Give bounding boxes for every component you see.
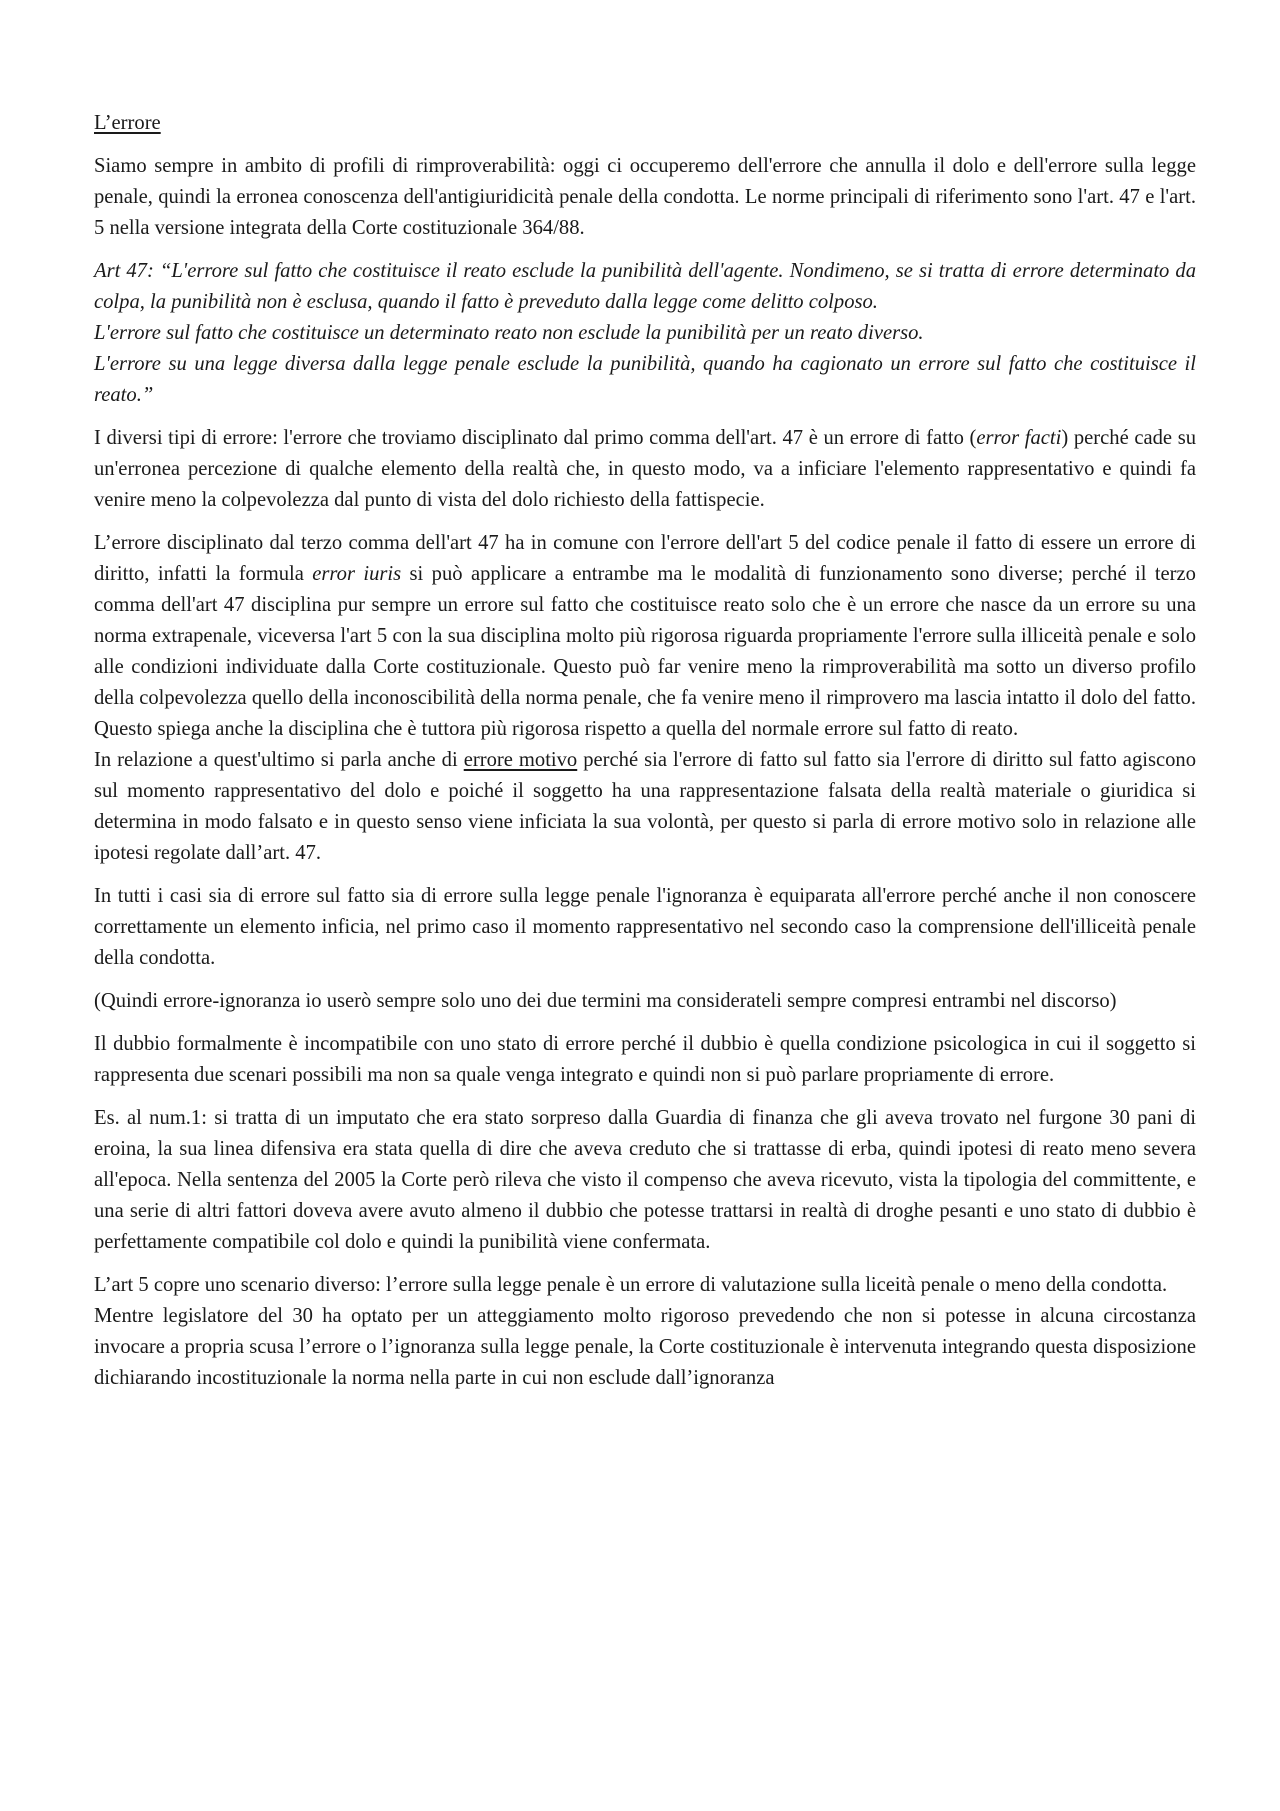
italic-term: error facti bbox=[976, 427, 1062, 449]
quote-line-1: Art 47: “L'errore sul fatto che costituisce il reato esclude la punibilità dell'agente. Nondimeno, se si tratta di errore determinato da colpa, la punibilità non è esclusa, quando il fatto è preveduto dalla legge come delitto colposo. bbox=[94, 260, 1196, 313]
text-segment: In relazione a quest'ultimo si parla anche di bbox=[94, 749, 464, 771]
paragraph-note: (Quindi errore-ignoranza io userò sempre solo uno dei due termini ma considerateli sempre compresi entrambi nel discorso) bbox=[94, 990, 1117, 1012]
text-segment: perché sia l'errore di fatto sul fatto sia l'errore di diritto sul fatto agiscono sul momento rappresentativo del dolo e poiché il soggetto ha una rappresentazione falsata della realtà materiale o giuridica si determina in modo falsato e in questo senso viene inficiata la sua volontà, per questo si parla di errore motivo solo in relazione alle ipotesi regolate dall’art. 47. bbox=[94, 749, 1197, 864]
paragraph-intro: Siamo sempre in ambito di profili di rimproverabilità: oggi ci occuperemo dell'errore che annulla il dolo e dell'errore sulla legge penale, quindi la erronea conoscenza dell'antigiuridicità penale della condotta. Le norme principali di riferimento sono l'art. 47 e l'art. 5 nella versione integrata della Corte costituzionale 364/88. bbox=[94, 155, 1196, 239]
paragraph-dubbio: Il dubbio formalmente è incompatibile con uno stato di errore perché il dubbio è quella condizione psicologica in cui il soggetto si rappresenta due scenari possibili ma non sa quale venga integrato e quindi non si può parlare propriamente di errore. bbox=[94, 1033, 1196, 1086]
paragraph-error-types bbox=[94, 423, 1196, 516]
quote-line-2: L'errore sul fatto che costituisce un determinato reato non esclude la punibilità per un reato diverso. bbox=[94, 322, 924, 344]
paragraph-errore-motivo bbox=[94, 745, 1196, 869]
underlined-term: errore motivo bbox=[463, 749, 578, 771]
italic-term: error iuris bbox=[312, 563, 402, 585]
paragraph-art5: L’art 5 copre uno scenario diverso: l’errore sulla legge penale è un errore di valutazione sulla liceità penale o meno della condotta. bbox=[94, 1274, 1168, 1296]
paragraph-ignoranza: In tutti i casi sia di errore sul fatto sia di errore sulla legge penale l'ignoranza è equiparata all'errore perché anche il non conoscere correttamente un elemento inficia, nel primo caso il momento rappresentativo nel secondo caso la comprensione dell'illiceità penale della condotta. bbox=[94, 885, 1196, 969]
document-title: L’errore bbox=[94, 112, 161, 134]
paragraph-error-iuris bbox=[94, 528, 1196, 745]
text-segment: ) perché cade su un'erronea percezione di qualche elemento della realtà che, in questo modo, va a inficiare l'elemento rappresentativo e quindi fa venire meno la colpevolezza dal punto di vista del dolo richiesto della fattispecie. bbox=[94, 427, 1196, 511]
quote-line-3: L'errore su una legge diversa dalla legge penale esclude la punibilità, quando ha cagionato un errore sul fatto che costituisce il reato.” bbox=[94, 353, 1196, 406]
article-47-quote bbox=[94, 256, 1196, 411]
text-segment: L’errore disciplinato dal terzo comma dell'art 47 ha in comune con l'errore dell'art 5 del codice penale il fatto di essere un errore di diritto, infatti la formula bbox=[94, 532, 1196, 585]
text-segment: si può applicare a entrambe ma le modalità di funzionamento sono diverse; perché il terzo comma dell'art 47 disciplina pur sempre un errore sul fatto che costituisce reato solo che è un errore che nasce da un errore su una norma extrapenale, viceversa l'art 5 con la sua disciplina molto più rigorosa riguarda propriamente l'errore sulla illiceità penale e solo alle condizioni individuate dalla Corte costituzionale. Questo può far venire meno la rimproverabilità ma sotto un diverso profilo della colpevolezza quello della inconoscibilità della norma penale, che fa venire meno il rimprovero ma lascia intatto il dolo del fatto. Questo spiega anche la disciplina che è tuttora più rigorosa rispetto a quella del normale errore sul fatto di reato. bbox=[94, 563, 1196, 740]
text-segment: I diversi tipi di errore: l'errore che troviamo disciplinato dal primo comma dell'art. 47 è un errore di fatto ( bbox=[94, 427, 977, 449]
paragraph-example: Es. al num.1: si tratta di un imputato che era stato sorpreso dalla Guardia di finanza che gli aveva trovato nel furgone 30 pani di eroina, la sua linea difensiva era stata quella di dire che aveva creduto che si trattasse di erba, quindi ipotesi di reato meno severa all'epoca. Nella sentenza del 2005 la Corte però rileva che visto il compenso che aveva ricevuto, vista la tipologia del committente, e una serie di altri fattori doveva avere avuto almeno il dubbio che potesse trattarsi in realtà di droghe pesanti e uno stato di dubbio è perfettamente compatibile col dolo e quindi la punibilità viene confermata. bbox=[94, 1107, 1196, 1253]
document-page bbox=[94, 108, 1196, 1406]
paragraph-legislatore: Mentre legislatore del 30 ha optato per un atteggiamento molto rigoroso prevedendo che non si potesse in alcuna circostanza invocare a propria scusa l’errore o l’ignoranza sulla legge penale, la Corte costituzionale è intervenuta integrando questa disposizione dichiarando incostituzionale la norma nella parte in cui non esclude dall’ignoranza bbox=[94, 1305, 1196, 1389]
